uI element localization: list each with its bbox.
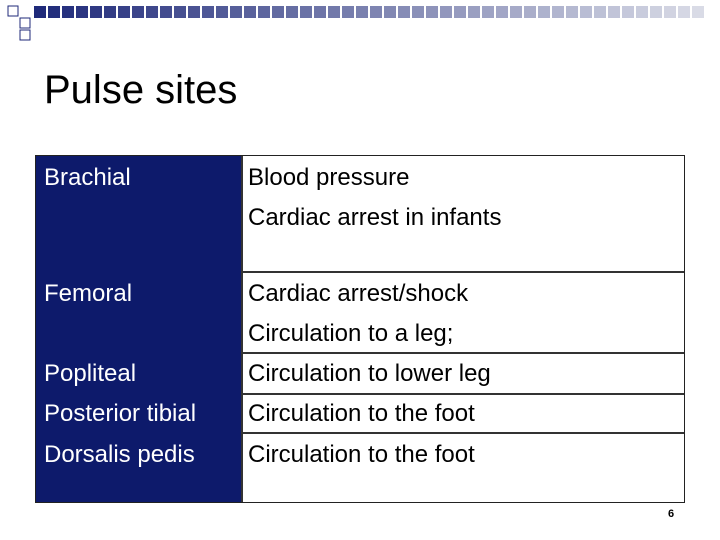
decorative-square [272, 6, 284, 18]
decorative-square [678, 6, 690, 18]
decorative-square [468, 6, 480, 18]
decorative-square [552, 6, 564, 18]
decorative-square [314, 6, 326, 18]
use-text: Circulation to a leg; [248, 320, 454, 347]
decorative-square [538, 6, 550, 18]
use-text: Blood pressure [248, 164, 410, 191]
decorative-square [608, 6, 620, 18]
decorative-square [216, 6, 228, 18]
decorative-square [62, 6, 74, 18]
decorative-square [580, 6, 592, 18]
decorative-square [622, 6, 634, 18]
decorative-square [300, 6, 312, 18]
decorative-square [258, 6, 270, 18]
decorative-header-strip [0, 0, 720, 48]
page-number: 6 [668, 508, 675, 520]
decorative-square [76, 6, 88, 18]
use-text: Cardiac arrest/shock [248, 280, 469, 307]
decorative-square [412, 6, 424, 18]
decorative-square [664, 6, 676, 18]
decorative-square [384, 6, 396, 18]
decorative-square [398, 6, 410, 18]
use-text: Circulation to the foot [248, 400, 475, 427]
decorative-square [202, 6, 214, 18]
decorative-square [132, 6, 144, 18]
decorative-square [174, 6, 186, 18]
site-dorsalis-pedis: Dorsalis pedis [44, 441, 195, 468]
use-text: Cardiac arrest in infants [248, 204, 502, 231]
decorative-square [370, 6, 382, 18]
decorative-square [48, 6, 60, 18]
decorative-square [524, 6, 536, 18]
decorative-square [118, 6, 130, 18]
decorative-square [328, 6, 340, 18]
decorative-square [454, 6, 466, 18]
decorative-square [426, 6, 438, 18]
decorative-square [244, 6, 256, 18]
slide-title: Pulse sites [44, 68, 238, 112]
decorative-square [482, 6, 494, 18]
column-divider [241, 156, 243, 502]
row-divider [241, 271, 684, 273]
decorative-square [510, 6, 522, 18]
decorative-square [636, 6, 648, 18]
use-text: Circulation to the foot [248, 441, 475, 468]
decorative-square [160, 6, 172, 18]
decorative-square [650, 6, 662, 18]
decorative-square [104, 6, 116, 18]
site-popliteal: Popliteal [44, 360, 137, 387]
decorative-square [34, 6, 46, 18]
pulse-sites-table [35, 155, 685, 503]
decorative-square [440, 6, 452, 18]
decorative-square [90, 6, 102, 18]
site-brachial: Brachial [44, 164, 131, 191]
decorative-square [692, 6, 704, 18]
decorative-square [594, 6, 606, 18]
decorative-square [566, 6, 578, 18]
decorative-square [188, 6, 200, 18]
use-text: Circulation to lower leg [248, 360, 491, 387]
decorative-square [496, 6, 508, 18]
decorative-square [286, 6, 298, 18]
site-posterior-tibial: Posterior tibial [44, 400, 197, 427]
decorative-square [342, 6, 354, 18]
decorative-square [146, 6, 158, 18]
site-femoral: Femoral [44, 280, 133, 307]
decorative-square [356, 6, 368, 18]
decorative-square [230, 6, 242, 18]
